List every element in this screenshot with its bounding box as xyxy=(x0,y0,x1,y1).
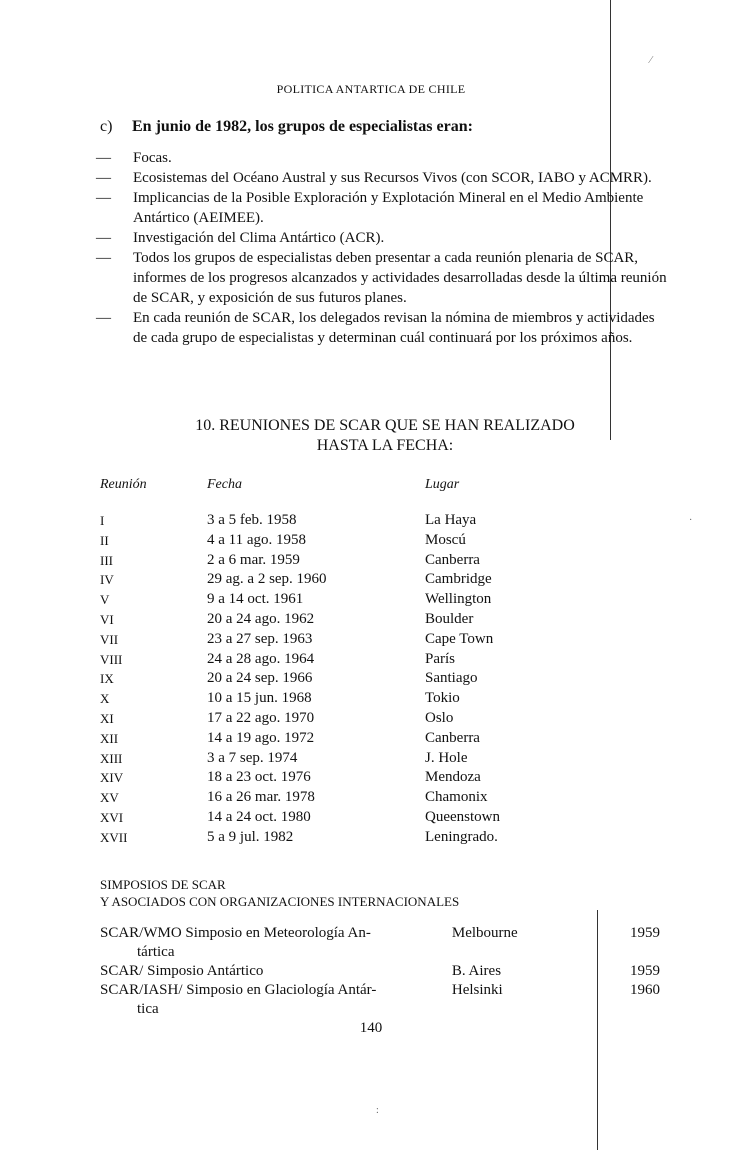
symposium-name-text: SCAR/IASH/ Simposio en Glaciología Antár- xyxy=(100,982,377,998)
meeting-date: 23 a 27 sep. 1963 xyxy=(207,630,313,647)
table-row xyxy=(100,669,585,689)
meeting-number: VII xyxy=(100,631,119,647)
symposium-name-continuation: tártica xyxy=(137,944,175,960)
meeting-place: Santiago xyxy=(425,670,478,687)
table-row xyxy=(100,570,585,590)
list-item xyxy=(100,924,660,962)
symposia-list xyxy=(100,924,660,1019)
table-row xyxy=(100,551,585,571)
meeting-number: X xyxy=(100,691,110,707)
meeting-number: XI xyxy=(100,710,114,726)
meeting-place: Canberra xyxy=(425,729,480,746)
scan-speck: · xyxy=(689,515,693,526)
meeting-place: Tokio xyxy=(425,690,460,707)
meeting-place: Moscú xyxy=(425,531,466,548)
meeting-place: Oslo xyxy=(425,709,454,726)
meeting-date: 14 a 24 oct. 1980 xyxy=(207,808,311,825)
meeting-date: 20 a 24 ago. 1962 xyxy=(207,610,315,627)
symposium-year: 1960 xyxy=(630,982,660,998)
meeting-date: 3 a 7 sep. 1974 xyxy=(207,749,298,766)
bullet-dash: — xyxy=(96,190,111,206)
symposium-place: Helsinki xyxy=(451,982,503,998)
symposia-heading-line: Y ASOCIADOS CON ORGANIZACIONES INTERNACIONALES xyxy=(100,894,460,909)
meeting-place: Leningrado. xyxy=(425,828,498,845)
meeting-number: I xyxy=(100,513,105,528)
symposium-name-text: SCAR/ Simposio Antártico xyxy=(100,963,264,979)
meeting-number: VI xyxy=(100,611,114,627)
meeting-place: Wellington xyxy=(425,591,492,608)
meeting-number: IX xyxy=(100,671,114,687)
meeting-number: XIII xyxy=(100,750,123,766)
meetings-title-line: 10. REUNIONES DE SCAR QUE SE HAN REALIZADO xyxy=(195,417,575,434)
table-row xyxy=(100,788,585,808)
meeting-number: III xyxy=(100,552,113,568)
list-item-text: Ecosistemas del Océano Austral y sus Recursos Vivos (con SCOR, IABO y ACMRR). xyxy=(133,170,652,186)
meeting-date: 5 a 9 jul. 1982 xyxy=(207,828,294,845)
list-item xyxy=(100,962,660,981)
bullet-dash: — xyxy=(96,150,111,166)
table-row xyxy=(100,590,585,610)
meetings-table xyxy=(100,477,585,848)
meeting-place: París xyxy=(425,650,455,667)
table-row xyxy=(100,689,585,709)
meeting-place: Cape Town xyxy=(425,630,494,647)
list-item xyxy=(96,248,671,308)
table-row xyxy=(100,650,585,670)
meetings-title-line: HASTA LA FECHA: xyxy=(316,437,454,454)
meeting-date: 4 a 11 ago. 1958 xyxy=(207,531,307,548)
list-item xyxy=(96,148,671,168)
symposium-name-continuation: tica xyxy=(137,1001,159,1017)
table-row xyxy=(100,768,585,788)
meeting-place: Cambridge xyxy=(425,571,492,588)
symposium-name-text: SCAR/WMO Simposio en Meteorología An- xyxy=(100,925,371,941)
table-row xyxy=(100,749,585,769)
meeting-number: IV xyxy=(100,572,114,588)
table-row xyxy=(100,729,585,749)
meeting-number: II xyxy=(100,532,109,548)
symposium-year: 1959 xyxy=(630,925,660,941)
meeting-date: 24 a 28 ago. 1964 xyxy=(207,650,315,667)
meeting-place: Chamonix xyxy=(425,789,488,806)
page-number: 140 xyxy=(359,1020,383,1036)
symposium-place: B. Aires xyxy=(451,963,502,979)
symposium-year: 1959 xyxy=(630,963,660,979)
meeting-place: Mendoza xyxy=(425,769,481,786)
meeting-number: VIII xyxy=(100,651,123,667)
section-heading-text: En junio de 1982, los grupos de especialistas eran: xyxy=(132,118,473,135)
table-row xyxy=(100,531,585,551)
meeting-date: 10 a 15 jun. 1968 xyxy=(207,690,312,707)
meeting-number: V xyxy=(100,592,110,608)
symposium-name xyxy=(100,924,452,962)
meeting-place: Queenstown xyxy=(425,808,500,825)
meeting-number: XVI xyxy=(100,809,124,825)
meeting-place: La Haya xyxy=(425,512,477,528)
meeting-date: 18 a 23 oct. 1976 xyxy=(207,769,311,786)
list-item xyxy=(96,228,671,248)
column-header-reunion: Reunión xyxy=(100,477,147,492)
table-row xyxy=(100,709,585,729)
meeting-place: J. Hole xyxy=(425,749,468,766)
meeting-date: 17 a 22 ago. 1970 xyxy=(207,709,315,726)
bullet-dash: — xyxy=(96,250,111,266)
table-row xyxy=(100,828,585,848)
list-item-text: Focas. xyxy=(133,150,172,166)
meeting-date: 2 a 6 mar. 1959 xyxy=(207,551,300,568)
meeting-place: Boulder xyxy=(425,610,474,627)
bullet-dash: — xyxy=(96,170,111,186)
symposium-name xyxy=(100,962,452,981)
list-item xyxy=(96,168,671,188)
scan-speck: ⁄ xyxy=(650,55,652,66)
bullet-dash: — xyxy=(96,230,111,246)
section-c-heading xyxy=(100,118,473,136)
meeting-number: XV xyxy=(100,790,119,806)
meeting-date: 3 a 5 feb. 1958 xyxy=(207,512,297,528)
table-row xyxy=(100,808,585,828)
scan-speck: : xyxy=(376,1105,379,1116)
meeting-date: 20 a 24 sep. 1966 xyxy=(207,670,313,687)
specialist-groups-list xyxy=(96,148,671,348)
table-header xyxy=(100,477,585,511)
symposium-place: Melbourne xyxy=(451,925,518,941)
meeting-place: Canberra xyxy=(425,551,480,568)
list-item xyxy=(100,981,660,1019)
column-header-fecha: Fecha xyxy=(207,477,242,492)
list-item xyxy=(96,308,671,348)
list-item xyxy=(96,188,671,228)
column-header-lugar: Lugar xyxy=(425,477,460,492)
meeting-date: 14 a 19 ago. 1972 xyxy=(207,729,315,746)
table-row xyxy=(100,511,585,531)
list-item-text: Todos los grupos de especialistas deben presentar a cada reunión plenaria de SCAR, informes de los progresos alcanzados y actividades desarrolladas desde la última reunión de SCAR, y exposición de sus futuros planes. xyxy=(133,250,667,306)
meetings-section-title xyxy=(120,416,650,456)
table-row xyxy=(100,610,585,630)
table-row xyxy=(100,630,585,650)
meeting-date: 9 a 14 oct. 1961 xyxy=(207,591,304,608)
running-head: POLITICA ANTARTICA DE CHILE xyxy=(276,82,466,96)
list-item-text: Implicancias de la Posible Exploración y Explotación Mineral en el Medio Ambiente Antártico (AEIMEE). xyxy=(133,190,644,226)
meeting-number: XVII xyxy=(100,829,128,845)
symposia-heading-line: SIMPOSIOS DE SCAR xyxy=(100,877,226,892)
list-item-text: En cada reunión de SCAR, los delegados revisan la nómina de miembros y actividades de cada grupo de especialistas y determinan cuál continuará por los próximos años. xyxy=(133,310,655,346)
list-item-text: Investigación del Clima Antártico (ACR). xyxy=(133,230,385,246)
symposia-heading xyxy=(100,876,459,910)
meeting-date: 29 ag. a 2 sep. 1960 xyxy=(207,571,327,588)
bullet-dash: — xyxy=(96,310,111,326)
meeting-number: XII xyxy=(100,730,119,746)
meeting-date: 16 a 26 mar. 1978 xyxy=(207,789,315,806)
section-letter: c) xyxy=(100,118,113,135)
meeting-number: XIV xyxy=(100,770,124,786)
table-body xyxy=(100,511,585,848)
symposium-name xyxy=(100,981,452,1019)
